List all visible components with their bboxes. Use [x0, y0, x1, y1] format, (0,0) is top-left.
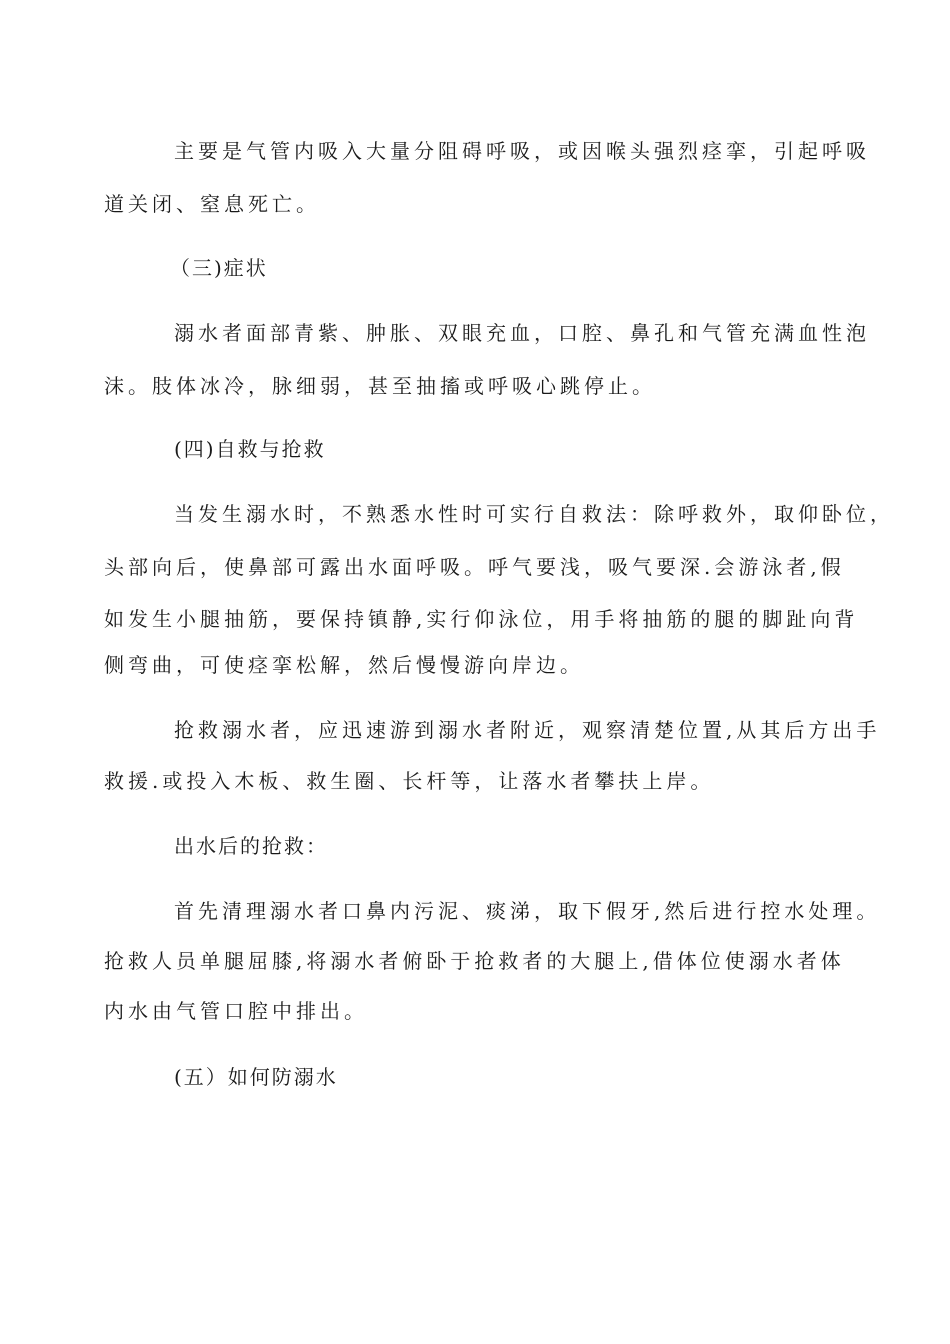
section-heading-prevention: (五）如何防溺水 [174, 1065, 338, 1089]
paragraph-line: 头部向后，使鼻部可露出水面呼吸。呼气要浅，吸气要深.会游泳者,假 [104, 555, 845, 579]
section-heading-self-rescue: (四)自救与抢救 [174, 437, 326, 461]
paragraph-line: 如发生小腿抽筋，要保持镇静,实行仰泳位，用手将抽筋的腿的脚趾向背 [104, 607, 859, 631]
paragraph-line: 道关闭、窒息死亡。 [104, 192, 320, 216]
paragraph-line: 抢救溺水者，应迅速游到溺水者附近，观察清楚位置,从其后方出手 [174, 718, 881, 742]
paragraph-line: 溺水者面部青紫、肿胀、双眼充血，口腔、鼻孔和气管充满血性泡 [174, 321, 870, 345]
subheading-after-water-rescue: 出水后的抢救： [174, 834, 328, 858]
section-heading-symptoms: （三)症状 [170, 256, 268, 280]
paragraph-line: 侧弯曲，可使痉挛松解，然后慢慢游向岸边。 [104, 653, 584, 677]
paragraph-line: 抢救人员单腿屈膝,将溺水者俯卧于抢救者的大腿上,借体位使溺水者体 [104, 949, 845, 973]
paragraph-line: 内水由气管口腔中排出。 [104, 999, 368, 1023]
paragraph-line: 首先清理溺水者口鼻内污泥、痰涕，取下假牙,然后进行控水处理。 [174, 899, 881, 923]
paragraph-line: 沫。肢体冰冷，脉细弱，甚至抽搐或呼吸心跳停止。 [104, 374, 656, 398]
paragraph-line: 主要是气管内吸入大量分阻碍呼吸，或因喉头强烈痉挛，引起呼吸 [174, 139, 870, 163]
paragraph-line: 当发生溺水时，不熟悉水性时可实行自救法：除呼救外，取仰卧位， [174, 502, 894, 526]
paragraph-line: 救援.或投入木板、救生圈、长杆等，让落水者攀扶上岸。 [104, 769, 715, 793]
